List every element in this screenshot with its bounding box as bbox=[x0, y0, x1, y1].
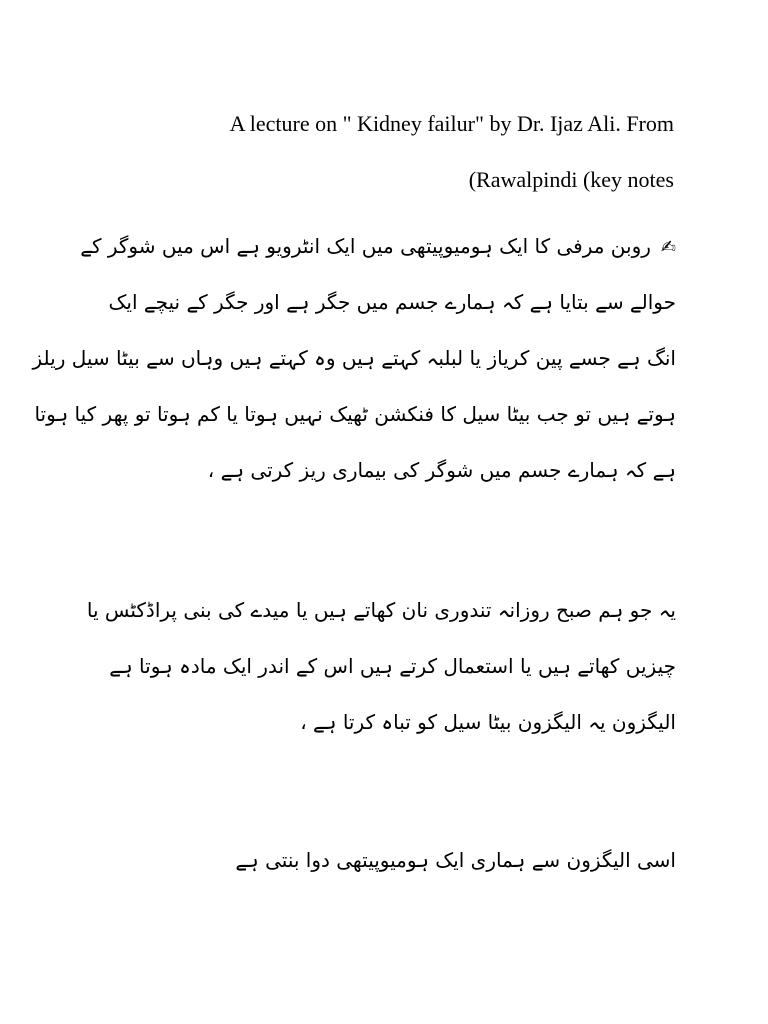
paragraph-2-line-3: الیگزون یہ الیگزون بیٹا سیل کو تباہ کرتا ہے ، bbox=[300, 710, 676, 734]
pencil-icon: ✍ bbox=[660, 237, 676, 258]
paragraph-3-line-1: اسی الیگزون سے ہماری ایک ہومیوپیتھی دوا بنتی ہے bbox=[235, 848, 676, 872]
lecture-title bbox=[114, 96, 674, 208]
paragraph-sugar-beta-cells bbox=[32, 218, 676, 498]
paragraph-1-line-1 bbox=[80, 218, 676, 274]
paragraph-homeopathic-medicine bbox=[86, 832, 676, 888]
paragraph-2-line-1: یہ جو ہم صبح روزانہ تندوری نان کھاتے ہیں یا میدے کی بنی پراڈکٹس یا bbox=[86, 598, 676, 622]
paragraph-alloxan bbox=[86, 582, 676, 750]
title-line-2: (Rawalpindi (key notes bbox=[468, 167, 674, 192]
paragraph-2-line-2: چیزیں کھاتے ہیں یا استعمال کرتے ہیں اس کے اندر ایک مادہ ہوتا ہے bbox=[109, 654, 676, 678]
paragraph-1-line-5: ہے کہ ہمارے جسم میں شوگر کی بیماری ریز کرتی ہے ، bbox=[207, 458, 676, 482]
paragraph-1-line-2: حوالے سے بتایا ہے کہ ہمارے جسم میں جگر ہے اور جگر کے نیچے ایک bbox=[108, 290, 676, 314]
paragraph-1-line-4: ہوتے ہیں تو جب بیٹا سیل کا فنکشن ٹھیک نہیں ہوتا یا کم ہوتا تو پھر کیا ہوتا bbox=[34, 402, 676, 426]
title-line-1: A lecture on " Kidney failur" by Dr. Ijaz Ali. From bbox=[229, 111, 674, 136]
paragraph-1-line-3: انگ ہے جسے پین کریاز یا لبلبہ کہتے ہیں وہ کہتے ہیں وہاں سے بیٹا سیل ریلز bbox=[32, 346, 676, 370]
paragraph-1-line-1-text: روبن مرفی کا ایک ہومیوپیتھی میں ایک انٹرویو ہے اس میں شوگر کے bbox=[80, 234, 651, 258]
